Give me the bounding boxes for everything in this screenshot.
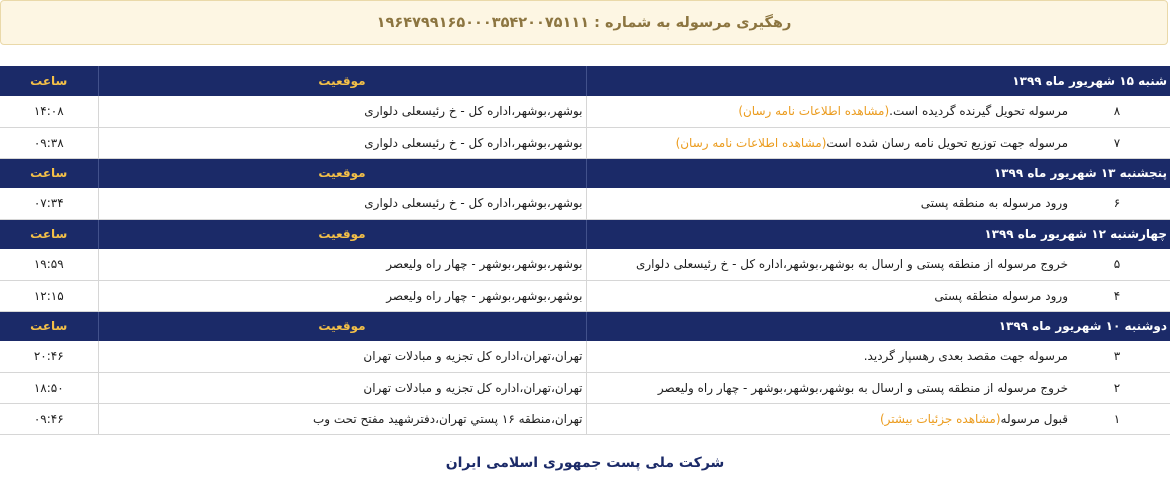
event-row [0, 372, 1170, 403]
event-number: ۶ [1113, 196, 1121, 210]
event-description-cell [586, 341, 1170, 372]
event-description: مرسوله جهت مقصد بعدی رهسپار گردید. [863, 349, 1068, 363]
time-column-header: ساعت [0, 66, 98, 96]
event-description-cell [586, 96, 1170, 127]
event-row [0, 127, 1170, 158]
event-description-wrap [934, 289, 1068, 303]
time-column-header: ساعت [0, 219, 98, 249]
day-date: شنبه ۱۵ شهریور ماه ۱۳۹۹ [586, 66, 1170, 96]
event-description: مرسوله جهت توزیع تحویل نامه رسان شده است [826, 135, 1068, 150]
event-details-link[interactable]: (مشاهده جزئیات بیشتر) [879, 411, 1001, 426]
event-details-link[interactable]: (مشاهده اطلاعات نامه رسان) [738, 104, 890, 118]
location-column-header: موقعیت [98, 219, 586, 249]
event-time: ۱۸:۵۰ [0, 372, 98, 403]
event-description-wrap [658, 381, 1068, 395]
event-description: خروج مرسوله از منطقه پستی و ارسال به بوشهر،بوشهر،اداره کل - خ رئیسعلی دلواری [635, 257, 1068, 271]
event-number: ۲ [1113, 380, 1121, 395]
event-row [0, 249, 1170, 280]
location-column-header: موقعیت [98, 311, 586, 341]
day-date: چهارشنبه ۱۲ شهریور ماه ۱۳۹۹ [586, 219, 1170, 249]
event-row [0, 341, 1170, 372]
tracking-title-box [0, 0, 1168, 45]
event-number: ۱ [1113, 411, 1121, 426]
tracking-table [0, 66, 1170, 435]
location-column-header: موقعیت [98, 66, 586, 96]
event-row [0, 403, 1170, 434]
day-header-row [0, 66, 1170, 96]
footer-org-name: شرکت ملی پست جمهوری اسلامی ایران [445, 455, 725, 471]
event-description-wrap [636, 257, 1068, 271]
location-column-header: موقعیت [98, 158, 586, 188]
event-number: ۸ [1113, 104, 1121, 118]
event-description: مرسوله تحویل گیرنده گردیده است. [889, 104, 1068, 118]
event-description-cell [586, 249, 1170, 280]
event-description-cell [586, 127, 1170, 158]
tracking-title: رهگیری مرسوله به شماره : ۱۹۶۴۷۹۹۱۶۵۰۰۰۳۵۴۲۰۰۷۵۱۱۱ [376, 14, 792, 31]
day-header-row [0, 219, 1170, 249]
event-description-cell [586, 188, 1170, 219]
event-time: ۱۹:۵۹ [0, 249, 98, 280]
event-description-cell [586, 372, 1170, 403]
event-location: بوشهر،بوشهر،بوشهر - چهار راه ولیعصر [98, 249, 586, 280]
event-location: بوشهر،بوشهر،اداره کل - خ رئیسعلی دلواری [98, 96, 586, 127]
event-description-wrap [921, 196, 1068, 210]
event-time: ۰۹:۴۶ [0, 403, 98, 434]
day-date: پنجشنبه ۱۳ شهریور ماه ۱۳۹۹ [586, 158, 1170, 188]
event-location: بوشهر،بوشهر،اداره کل - خ رئیسعلی دلواری [98, 188, 586, 219]
event-number: ۵ [1113, 257, 1121, 271]
time-column-header: ساعت [0, 158, 98, 188]
event-description: قبول مرسوله [1000, 411, 1068, 426]
event-description-cell [586, 403, 1170, 434]
event-description-wrap [880, 412, 1068, 426]
event-description: خروج مرسوله از منطقه پستی و ارسال به بوشهر،بوشهر،بوشهر - چهار راه ولیعصر [657, 380, 1068, 395]
event-number: ۴ [1113, 288, 1121, 303]
event-row [0, 188, 1170, 219]
event-location: تهران،منطقه ۱۶ پستي تهران،دفترشهید مفتح تحت وب [98, 403, 586, 434]
event-time: ۲۰:۴۶ [0, 341, 98, 372]
event-description-cell [586, 280, 1170, 311]
day-header-row [0, 158, 1170, 188]
event-time: ۱۴:۰۸ [0, 96, 98, 127]
event-time: ۱۲:۱۵ [0, 280, 98, 311]
event-location: تهران،تهران،اداره کل تجزیه و مبادلات تهران [98, 341, 586, 372]
event-number: ۳ [1113, 349, 1121, 363]
event-location: تهران،تهران،اداره کل تجزیه و مبادلات تهران [98, 372, 586, 403]
event-description-wrap [738, 104, 1068, 118]
event-location: بوشهر،بوشهر،بوشهر - چهار راه ولیعصر [98, 280, 586, 311]
time-column-header: ساعت [0, 311, 98, 341]
day-header-row [0, 311, 1170, 341]
event-details-link[interactable]: (مشاهده اطلاعات نامه رسان) [675, 135, 827, 150]
event-description-wrap [864, 349, 1068, 363]
event-time: ۰۷:۳۴ [0, 188, 98, 219]
event-row [0, 96, 1170, 127]
event-description: ورود مرسوله منطقه پستی [934, 288, 1068, 303]
event-description: ورود مرسوله به منطقه پستی [920, 196, 1068, 210]
event-row [0, 280, 1170, 311]
event-description-wrap [676, 136, 1068, 150]
event-number: ۷ [1113, 135, 1121, 150]
event-time: ۰۹:۳۸ [0, 127, 98, 158]
day-date: دوشنبه ۱۰ شهریور ماه ۱۳۹۹ [586, 311, 1170, 341]
event-location: بوشهر،بوشهر،اداره کل - خ رئیسعلی دلواری [98, 127, 586, 158]
